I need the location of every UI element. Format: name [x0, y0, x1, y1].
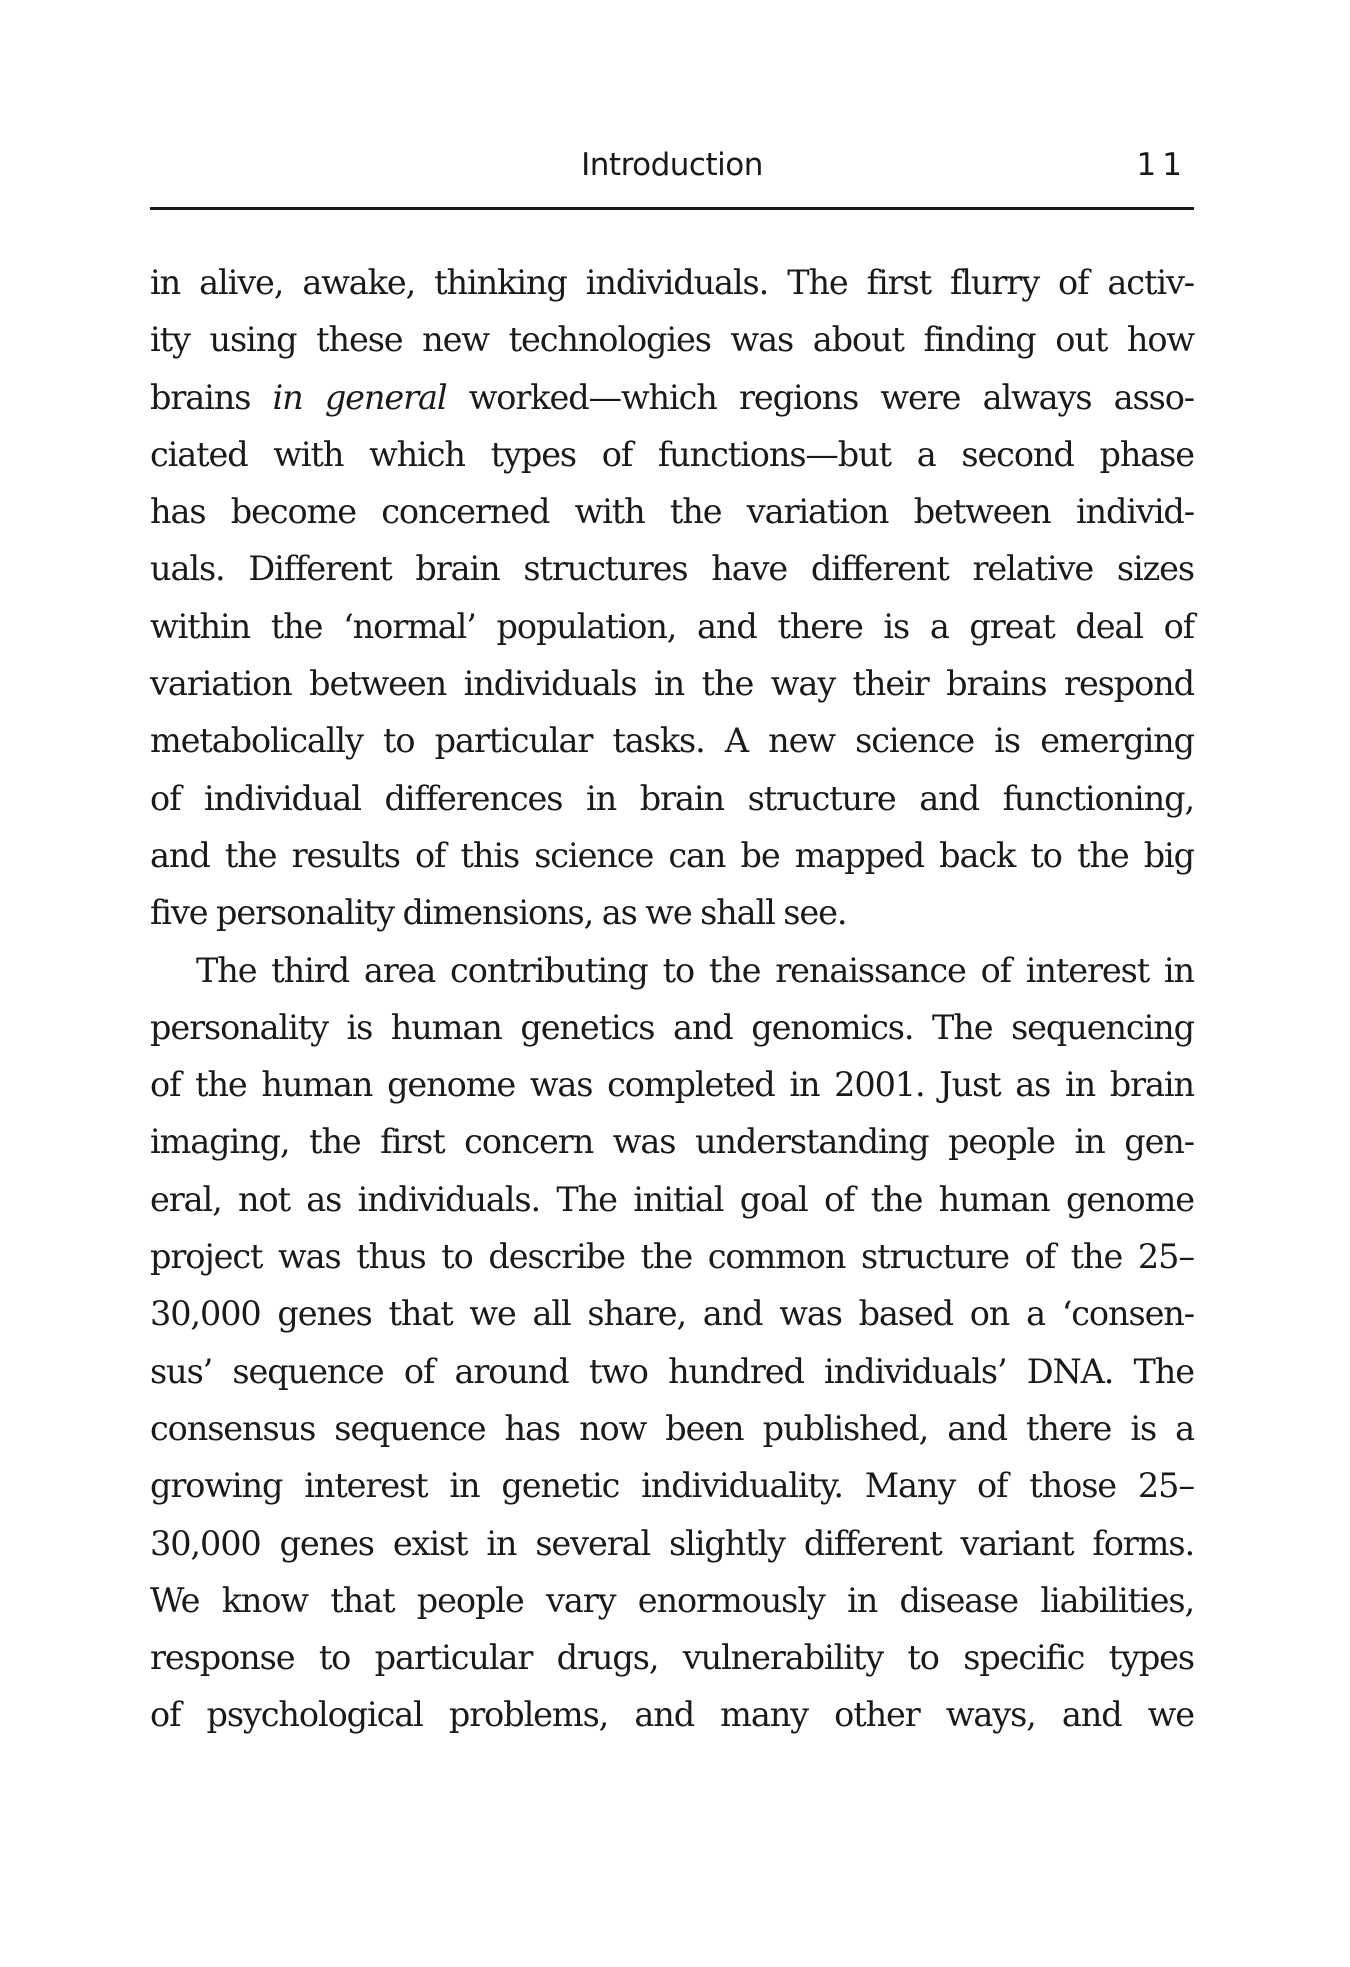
page-number: 11: [1136, 147, 1188, 183]
text-line: We know that people vary enormously in disease liabilities,: [150, 1580, 1194, 1620]
text-line: of psychological problems, and many other ways, and we: [150, 1695, 1194, 1735]
text-line: ciated with which types of functions—but a second phase: [150, 434, 1194, 474]
emphasis-text: in general: [272, 377, 447, 417]
text-line: has become concerned with the variation between individ-: [150, 492, 1194, 532]
text-line: within the ‘normal’ population, and there is a great deal of: [150, 606, 1194, 646]
running-head: [150, 145, 1194, 195]
text-line: in alive, awake, thinking individuals. The first flurry of activ-: [150, 263, 1194, 302]
text-line: eral, not as individuals. The initial goal of the human genome: [150, 1179, 1194, 1219]
text-line: [150, 369, 1194, 426]
text-line: consensus sequence has now been published, and there is a: [150, 1408, 1194, 1448]
text-line: and the results of this science can be mapped back to the big: [150, 835, 1194, 875]
text-line: 30,000 genes exist in several slightly different variant forms.: [150, 1523, 1194, 1563]
text-line: ity using these new technologies was about finding out how: [150, 320, 1194, 360]
text-line: project was thus to describe the common structure of the 25–: [150, 1237, 1194, 1277]
text-span: worked—which regions were always asso-: [446, 377, 1194, 417]
text-line: variation between individuals in the way their brains respond: [150, 664, 1194, 704]
body-text: [150, 254, 1194, 1744]
chapter-title: Introduction: [581, 147, 763, 183]
text-line: 30,000 genes that we all share, and was based on a ‘consen-: [150, 1294, 1194, 1334]
text-line: response to particular drugs, vulnerability to specific types: [150, 1638, 1194, 1678]
text-line: growing interest in genetic individuality. Many of those 25–: [150, 1466, 1194, 1506]
text-line: imaging, the first concern was understanding people in gen-: [150, 1122, 1194, 1162]
text-line: metabolically to particular tasks. A new science is emerging: [150, 721, 1194, 761]
header-rule: [150, 207, 1194, 210]
text-line: of individual differences in brain structure and functioning,: [150, 778, 1194, 818]
text-line: The third area contributing to the renaissance of interest in: [196, 950, 1194, 990]
text-line: five personality dimensions, as we shall see.: [150, 893, 847, 933]
text-line: of the human genome was completed in 2001. Just as in brain: [150, 1065, 1194, 1105]
text-line: uals. Different brain structures have different relative sizes: [150, 549, 1194, 589]
text-line: sus’ sequence of around two hundred individuals’ DNA. The: [150, 1351, 1194, 1391]
text-line: personality is human genetics and genomics. The sequencing: [150, 1007, 1194, 1047]
text-span: brains: [150, 377, 273, 417]
